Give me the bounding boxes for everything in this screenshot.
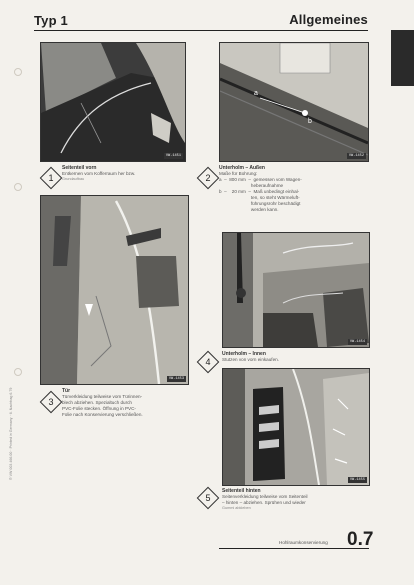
photo-inner-sill xyxy=(222,232,370,348)
step-badge xyxy=(197,167,220,190)
step-number: 3 xyxy=(48,397,54,407)
binder-hole xyxy=(14,68,22,76)
step-number: 2 xyxy=(205,173,211,183)
caption-text: Türverkleidung teilweise vom Türinnen- blech abziehen. Spezialtuch durch PVC-Folie stecken. Öffnung in PVC- Folie nach Konservierung verschließen. xyxy=(62,394,143,417)
photo-rear-side-panel xyxy=(222,368,370,486)
caption-text: Seitenverkleidung teilweise vom Seitenteil – hinten – abziehen. Sprühen und wieder xyxy=(222,494,308,505)
photo-outer-sill xyxy=(219,42,369,162)
caption-title: Seitenteil vorn xyxy=(62,165,97,171)
photo-door xyxy=(40,195,189,385)
dimension-label-a: a xyxy=(254,90,258,97)
caption-text: Stutzen von vorn einkaufen. xyxy=(222,357,279,362)
step-badge xyxy=(40,167,63,190)
step-number: 1 xyxy=(48,173,54,183)
caption-1 xyxy=(62,165,186,181)
step-badge xyxy=(197,351,220,374)
caption-line: b – 20 mm – Maß unbedingt einhal- xyxy=(219,189,300,194)
caption-title: Seitenteil hinten xyxy=(222,488,261,494)
header-left-title: Typ 1 xyxy=(34,13,68,28)
step-badge xyxy=(197,487,220,510)
caption-text: Entkernen vom Kofferraum her bzw. xyxy=(62,171,136,176)
photo-id: VW-1454 xyxy=(349,340,365,344)
section-tab-marker xyxy=(391,30,414,86)
binder-hole xyxy=(14,368,22,376)
caption-line: werden kann. xyxy=(219,207,279,212)
photo-id: VW-1452 xyxy=(348,154,364,158)
header-rule xyxy=(34,30,368,31)
caption-title: Tür xyxy=(62,388,71,394)
caption-line: ten, so steht Wärmeluft- xyxy=(219,195,300,200)
photo-id: VW-1453 xyxy=(168,377,184,381)
caption-2 xyxy=(219,165,369,213)
footer-text: Hohlraumkonservierung xyxy=(279,540,328,545)
caption-text: Maße für Bohrung: xyxy=(219,171,258,176)
caption-title: Unterholm – Außen xyxy=(219,165,265,171)
caption-line: führungsrohr beschädigt xyxy=(219,201,301,206)
caption-5 xyxy=(222,488,368,510)
caption-small: Gummi abkleben xyxy=(222,506,251,510)
dimension-label-b: b xyxy=(308,118,312,125)
side-print-note: ® VW 003 466.00 · Printed in Germany · 6. Nachtrag 6.79 xyxy=(9,387,13,480)
caption-small: Grundaufbau xyxy=(62,177,85,181)
caption-3 xyxy=(62,388,190,418)
caption-line: heberaufnahme xyxy=(219,183,284,188)
page-number: 0.7 xyxy=(347,529,374,550)
photo-id: VW-1451 xyxy=(165,154,181,158)
photo-front-side-panel xyxy=(40,42,186,162)
step-number: 5 xyxy=(205,493,211,503)
caption-line: a – 800 mm – gemessen vom Wagen- xyxy=(219,177,302,182)
step-badge xyxy=(40,391,63,414)
header-right-title: Allgemeines xyxy=(289,12,368,27)
caption-4 xyxy=(222,351,368,363)
binder-hole xyxy=(14,183,22,191)
step-number: 4 xyxy=(205,357,211,367)
photo-id: VW-1455 xyxy=(349,478,365,482)
caption-title: Unterholm – Innen xyxy=(222,351,266,357)
